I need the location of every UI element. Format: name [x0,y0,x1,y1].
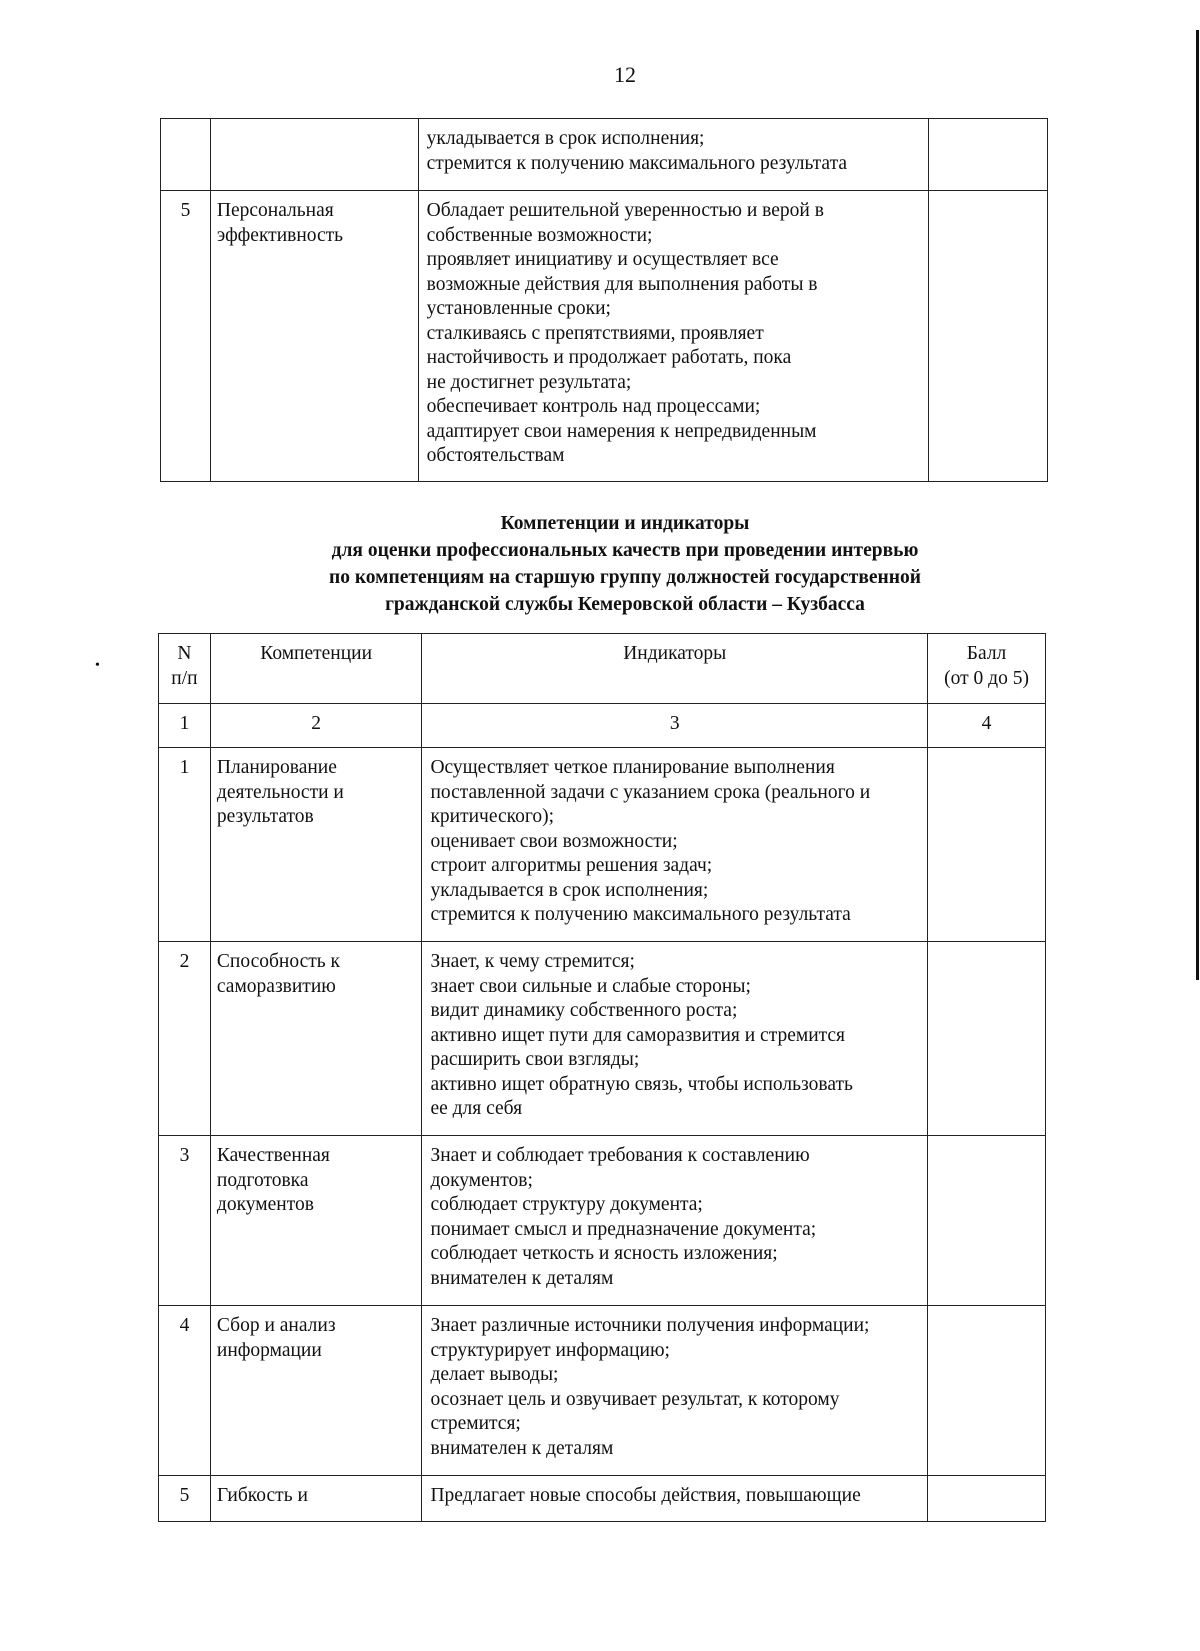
column-number: 3 [422,704,928,748]
table-row [161,119,1048,191]
table-row [159,1476,1046,1522]
scan-speck: • [95,658,100,673]
indicators-cell: Знает и соблюдает требования к составлению документов; соблюдает структуру документа; понимает смысл и предназначение документа; соблюдает четкость и ясность изложения; внимателен к деталям [422,1136,928,1306]
indicators-cell: Осуществляет четкое планирование выполнения поставленной задачи с указанием срока (реального и критического); оценивает свои возможности; строит алгоритмы решения задач; укладывается в срок исполнения; стремится к получению максимального результата [422,748,928,942]
column-number-row [159,704,1046,748]
section-heading [0,510,1200,618]
indicators-cell: Обладает решительной уверенностью и верой в собственные возможности; проявляет инициативу и осуществляет все возможные действия для выполнения работы в установленные сроки; сталкиваясь с препятствиями, проявляет настойчивость и продолжает работать, пока не достигнет результата; обеспечивает контроль над процессами; адаптирует свои намерения к непредвиденным обстоятельствам [418,191,929,482]
row-number: 4 [159,1306,211,1476]
indicators-cell: Знает различные источники получения информации; структурирует информацию; делает выводы; осознает цель и озвучивает результат, к которому стремится; внимателен к деталям [422,1306,928,1476]
table-header-row [159,634,1046,704]
indicators-cell: Знает, к чему стремится; знает свои сильные и слабые стороны; видит динамику собственного роста; активно ищет пути для саморазвития и стремится расширить свои взгляды; активно ищет обратную связь, чтобы использовать ее для себя [422,942,928,1136]
header-score: Балл (от 0 до 5) [928,634,1046,704]
competency-name: Персональная эффективность [210,191,418,482]
indicators-cell: Предлагает новые способы действия, повышающие [422,1476,928,1522]
header-indicators: Индикаторы [422,634,928,704]
row-number [161,119,211,191]
score-cell [928,1136,1046,1306]
column-number: 1 [159,704,211,748]
table-competencies [158,633,1046,1522]
heading-line: по компетенциям на старшую группу должностей государственной [328,567,922,588]
table-row [159,748,1046,942]
row-number: 5 [159,1476,211,1522]
table-row [161,191,1048,482]
score-cell [928,1476,1046,1522]
indicators-cell: укладывается в срок исполнения; стремится к получению максимального результата [418,119,929,191]
row-number: 1 [159,748,211,942]
scan-margin-line [1196,30,1199,980]
competency-name: Способность к саморазвитию [210,942,422,1136]
table-row [159,1136,1046,1306]
score-cell [929,191,1048,482]
table-continuation [160,118,1048,482]
competency-name [210,119,418,191]
header-competencies: Компетенции [210,634,422,704]
row-number: 3 [159,1136,211,1306]
table-row [159,1306,1046,1476]
score-cell [929,119,1048,191]
competency-name: Планирование деятельности и результатов [210,748,422,942]
heading-line: гражданской службы Кемеровской области – Кузбасса [385,594,865,615]
competency-name: Гибкость и [210,1476,422,1522]
competency-name: Сбор и анализ информации [210,1306,422,1476]
table-row [159,942,1046,1136]
column-number: 4 [928,704,1046,748]
heading-line: для оценки профессиональных качеств при проведении интервью [331,540,919,561]
column-number: 2 [210,704,422,748]
competency-name: Качественная подготовка документов [210,1136,422,1306]
row-number: 5 [161,191,211,482]
heading-line: Компетенции и индикаторы [500,513,750,534]
row-number: 2 [159,942,211,1136]
score-cell [928,748,1046,942]
score-cell [928,1306,1046,1476]
page-number: 12 [614,62,636,87]
header-num: N п/п [159,634,211,704]
score-cell [928,942,1046,1136]
